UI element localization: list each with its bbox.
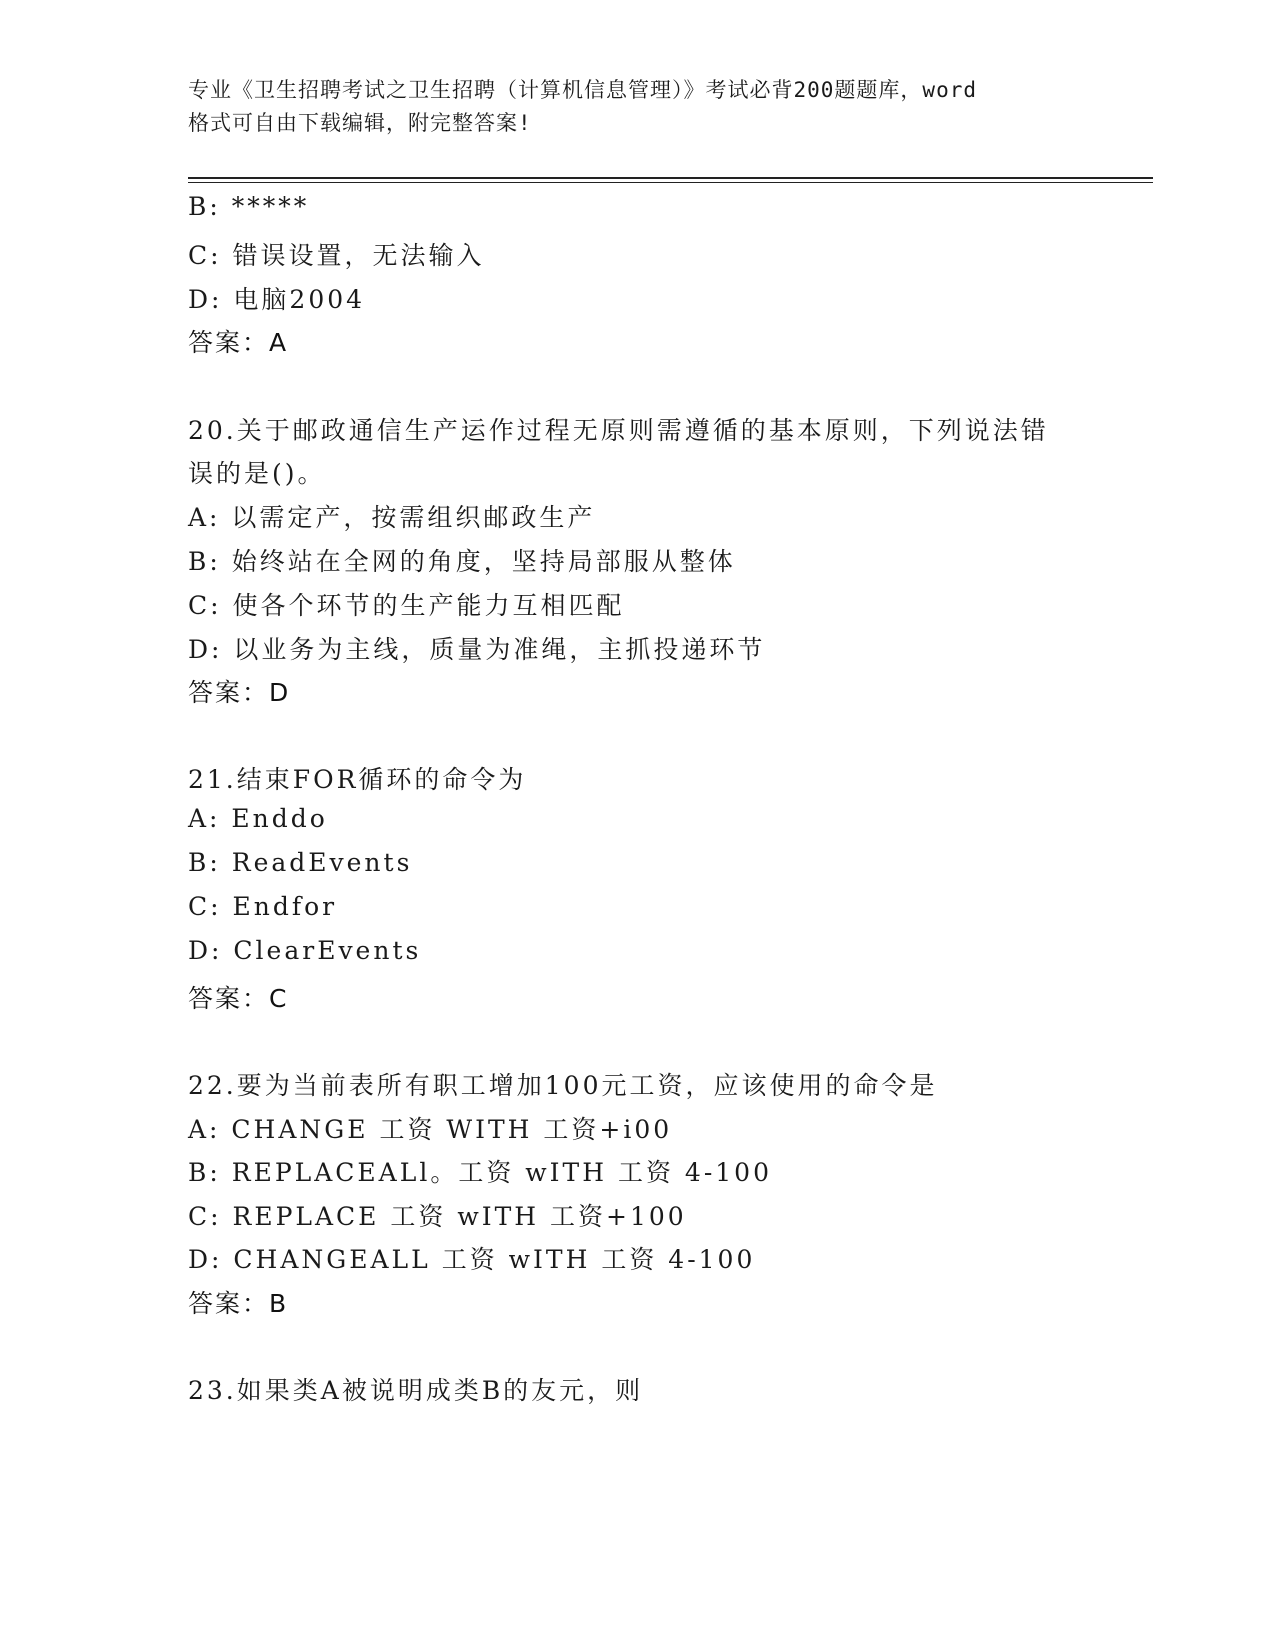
- option-c: C: Endfor: [188, 892, 338, 921]
- header-line-1: 专业《卫生招聘考试之卫生招聘（计算机信息管理）》考试必背200题题库，word: [188, 78, 977, 102]
- option-a: A: 以需定产，按需组织邮政生产: [188, 503, 596, 532]
- option-b: B: ReadEvents: [188, 848, 413, 877]
- answer-line: 答案：B: [188, 1289, 289, 1318]
- question-stem: 20.关于邮政通信生产运作过程无原则需遵循的基本原则，下列说法错: [188, 416, 1049, 445]
- header-divider-thin: [188, 182, 1153, 183]
- answer-line: 答案：D: [188, 678, 291, 707]
- header-line-2: 格式可自由下载编辑，附完整答案!: [188, 111, 532, 135]
- question-stem: 23.如果类A被说明成类B的友元，则: [188, 1376, 644, 1405]
- option-b: B: 始终站在全网的角度，坚持局部服从整体: [188, 547, 736, 576]
- option-d: D: CHANGEALL 工资 wITH 工资 4-100: [188, 1245, 756, 1274]
- option-b: B: *****: [188, 192, 310, 221]
- option-a: A: CHANGE 工资 WITH 工资+i00: [188, 1115, 673, 1144]
- option-c: C: 错误设置，无法输入: [188, 241, 485, 270]
- option-d: D: 以业务为主线，质量为准绳，主抓投递环节: [188, 635, 766, 664]
- header-divider-thick: [188, 177, 1153, 179]
- question-stem-continued: 误的是()。: [188, 459, 326, 488]
- option-b: B: REPLACEALl。工资 wITH 工资 4-100: [188, 1158, 772, 1187]
- option-d: D: 电脑2004: [188, 285, 366, 314]
- question-stem: 22.要为当前表所有职工增加100元工资，应该使用的命令是: [188, 1071, 938, 1100]
- option-c: C: REPLACE 工资 wITH 工资+100: [188, 1202, 687, 1231]
- answer-line: 答案：A: [188, 328, 289, 357]
- question-stem: 21.结束FOR循环的命令为: [188, 765, 527, 794]
- answer-line: 答案：C: [188, 984, 289, 1013]
- document-header: [188, 74, 1088, 140]
- option-c: C: 使各个环节的生产能力互相匹配: [188, 591, 625, 620]
- option-a: A: Enddo: [188, 804, 328, 833]
- option-d: D: ClearEvents: [188, 936, 422, 965]
